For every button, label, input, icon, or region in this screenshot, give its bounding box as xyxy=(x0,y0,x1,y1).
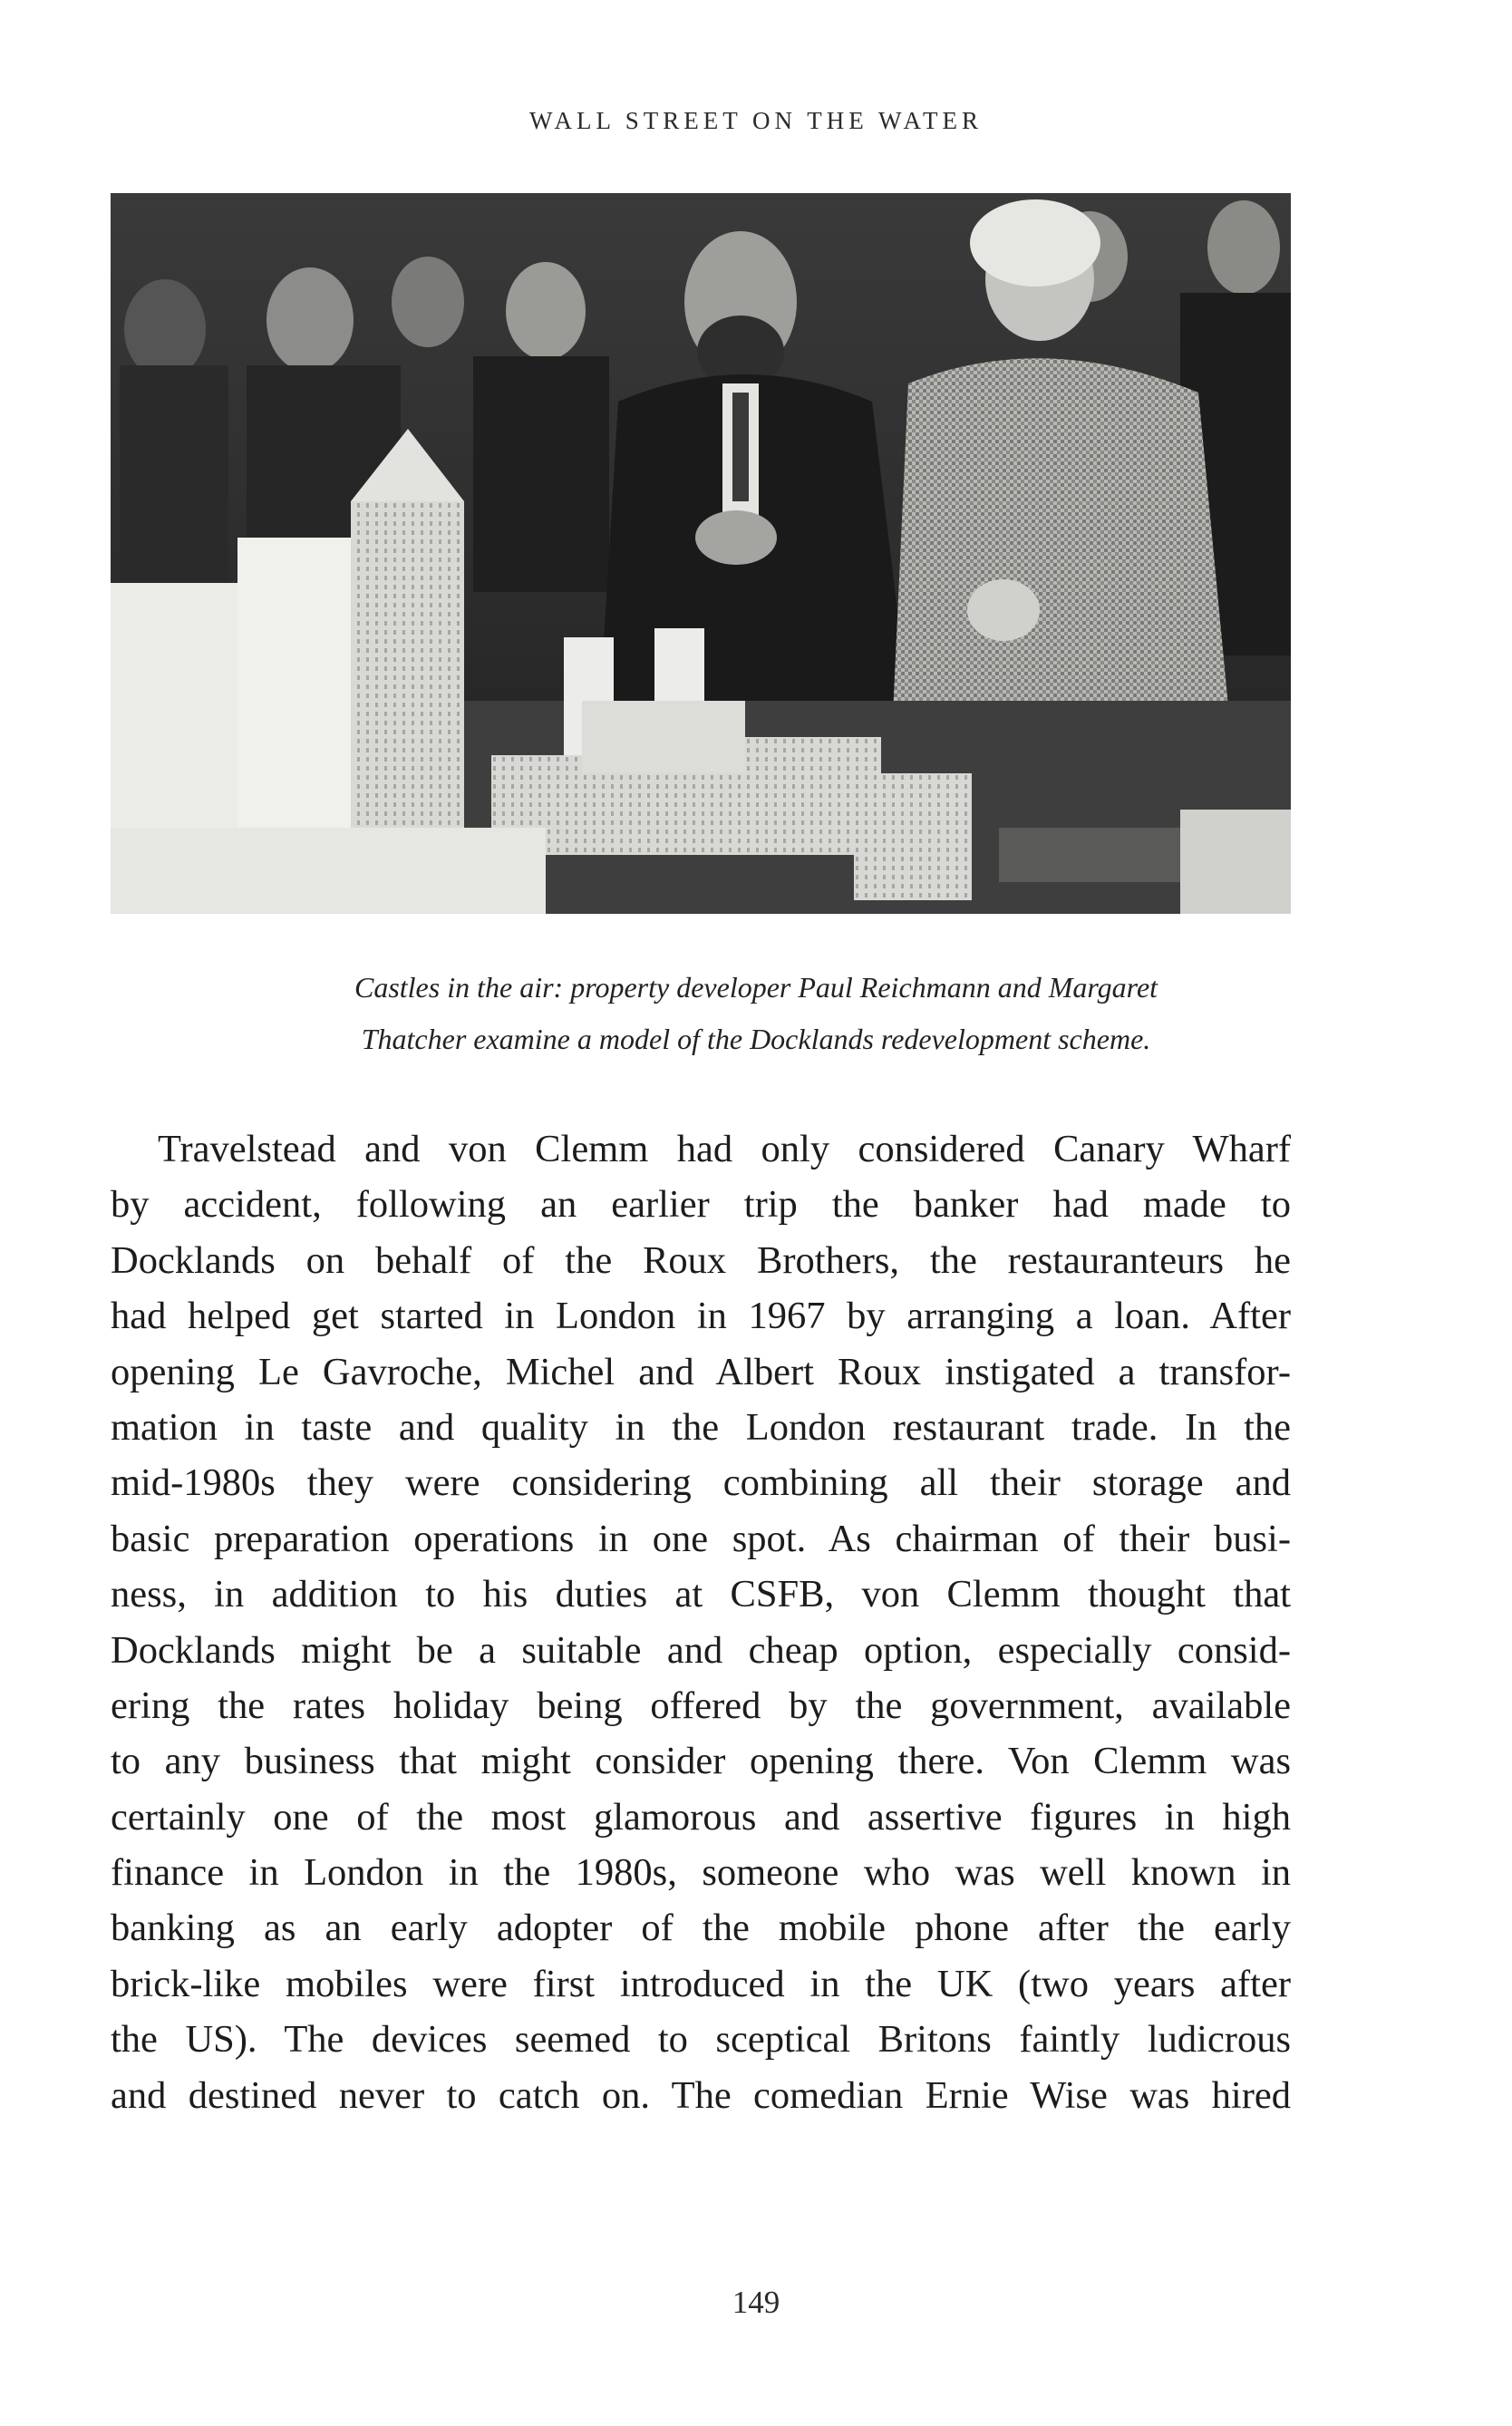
text-line: had helped get started in London in 1967 by arranging a loan. After xyxy=(111,1295,1291,1338)
text-line: ering the rates holiday being offered by the government, available xyxy=(111,1684,1291,1727)
text-line: Docklands might be a suitable and cheap option, especially consid- xyxy=(111,1628,1291,1672)
text-line: Docklands on behalf of the Roux Brothers, the restauranteurs he xyxy=(111,1238,1291,1282)
caption-line: Thatcher examine a model of the Docklands redevelopment scheme. xyxy=(361,1023,1151,1055)
text-line: mation in taste and quality in the London restaurant trade. In the xyxy=(111,1405,1291,1449)
text-line: Travelstead and von Clemm had only considered Canary Wharf xyxy=(158,1128,1291,1170)
text-line: and destined never to catch on. The comedian Ernie Wise was hired xyxy=(111,2073,1291,2117)
text-line: the US). The devices seemed to sceptical Britons faintly ludicrous xyxy=(111,2018,1291,2062)
body-text xyxy=(111,1121,1291,2123)
text-line: mid-1980s they were considering combining all their storage and xyxy=(111,1461,1291,1505)
text-line: by accident, following an earlier trip the banker had made to xyxy=(111,1183,1291,1227)
text-line: opening Le Gavroche, Michel and Albert Roux instigated a transfor- xyxy=(111,1350,1291,1393)
page-number: 149 xyxy=(732,2285,780,2320)
caption-line: Castles in the air: property developer Paul Reichmann and Margaret xyxy=(354,971,1158,1004)
text-line: banking as an early adopter of the mobile phone after the early xyxy=(111,1907,1291,1950)
text-line: basic preparation operations in one spot. As chairman of their busi- xyxy=(111,1517,1291,1560)
photo-illustration xyxy=(111,193,1291,914)
text-line: ness, in addition to his duties at CSFB, von Clemm thought that xyxy=(111,1573,1291,1616)
text-line: certainly one of the most glamorous and assertive figures in high xyxy=(111,1795,1291,1839)
photo-caption xyxy=(0,962,1512,1065)
text-line: finance in London in the 1980s, someone who was well known in xyxy=(111,1851,1291,1895)
text-line: to any business that might consider opening there. Von Clemm was xyxy=(111,1740,1291,1783)
running-head: WALL STREET ON THE WATER xyxy=(529,107,983,134)
photograph xyxy=(111,193,1291,914)
text-line: brick-like mobiles were first introduced in the UK (two years after xyxy=(111,1962,1291,2005)
